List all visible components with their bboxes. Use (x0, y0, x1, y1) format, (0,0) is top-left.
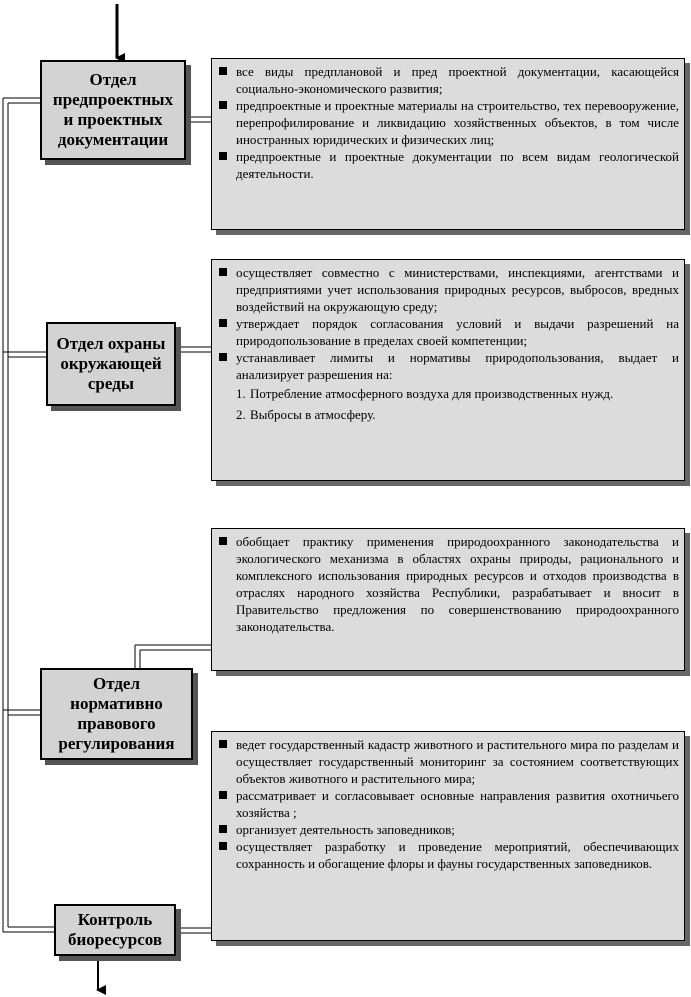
list-item: утверждает порядок согласования условий и выдачи разрешений на природопользование в пределах своей компетенции; (217, 315, 679, 349)
info-environment (211, 259, 685, 481)
list-item: рассматривает и согласовывает основные направления развития охотничьего хозяйства ; (217, 787, 679, 821)
dept-bioresources-title: Контроль биоресурсов (67, 910, 163, 949)
dept-regulation-title: Отдел нормативно правового регулирования (58, 674, 175, 753)
list-item: обобщает практику применения природоохранного законодательства и экологического механизма в областях охраны природы, рационального и комплексного использования природных ресурсов и отходов производства в отраслях народного хозяйства Республики, разрабатывает и вносит в Правительство предложения по совершенствованию природоохранного законодательства. (217, 533, 679, 635)
dept-regulation (40, 668, 193, 760)
list-item: осуществляет совместно с министерствами, инспекциями, агентствами и предприятиями учет использования природных ресурсов, выбросов, вредных воздействий на окружающую среду; (217, 264, 679, 315)
list-item: предпроектные и проектные материалы на строительство, тех перевооружение, перепрофилирование и ликвидацию хозяйственных объектов, в том числе иностранных юридических и физических лиц; (217, 97, 679, 148)
sublist-item: 2. Выбросы в атмосферу. (236, 407, 376, 422)
info-bioresources (211, 731, 685, 941)
list-item: ведет государственный кадастр животного и растительного мира по разделам и осуществляет государственный мониторинг за состоянием соответствующих объектов животного и растительного мира; (217, 736, 679, 787)
list-item: осуществляет разработку и проведение мероприятий, обеспечивающих сохранность и обогащение флоры и фауны государственных заповедников. (217, 838, 679, 872)
sublist (217, 385, 679, 423)
sublist-item: 1. Потребление атмосферного воздуха для производственных нужд. (236, 386, 614, 401)
dept-environment (46, 322, 176, 406)
info-regulation (211, 528, 685, 671)
list-item: организует деятельность заповедников; (217, 821, 679, 838)
dept-bioresources (54, 904, 176, 956)
dept-environment-title: Отдел охраны окружающей среды (56, 334, 166, 393)
dept-preproject (40, 60, 186, 160)
dept-preproject-title: Отдел предпроектных и проектных документации (52, 70, 174, 149)
info-preproject (211, 58, 685, 230)
list-item: предпроектные и проектные документации по всем видам геологической деятельности. (217, 148, 679, 182)
list-item: все виды предплановой и пред проектной документации, касающейся социально-экономического развития; (217, 63, 679, 97)
list-item: устанавливает лимиты и нормативы природопользования, выдает и анализирует разрешения на: (217, 349, 679, 383)
